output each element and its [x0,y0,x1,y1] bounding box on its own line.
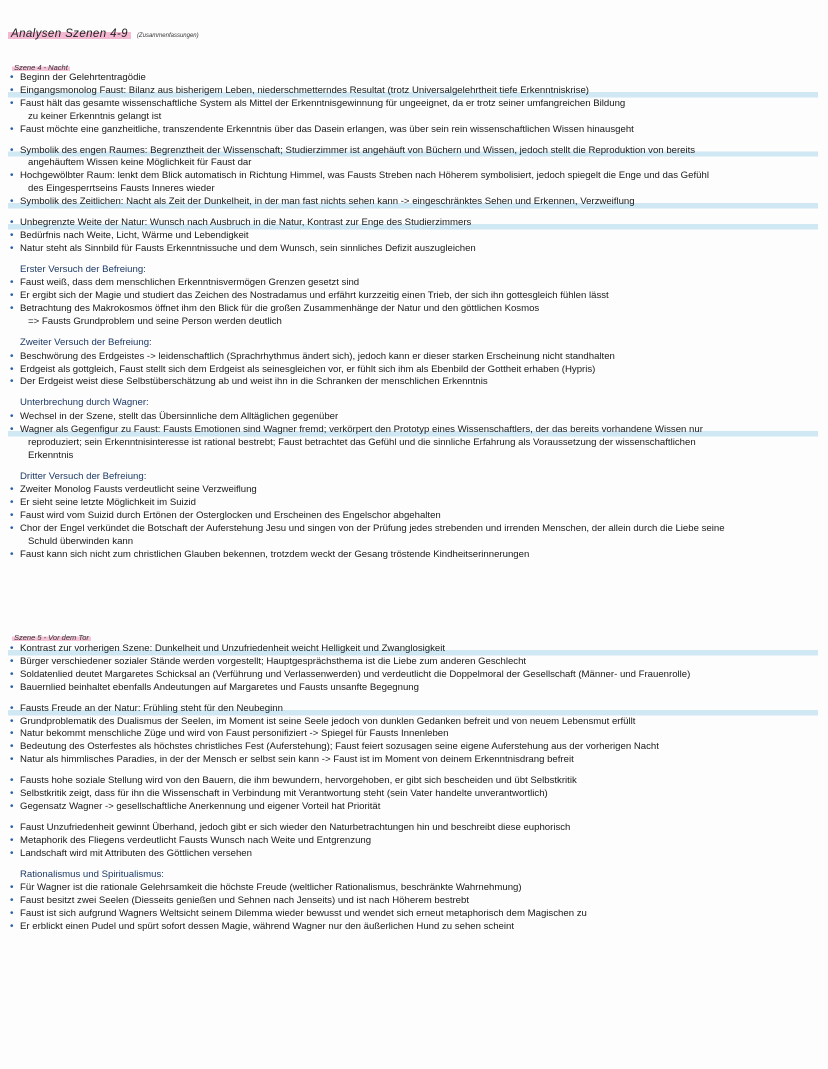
bullet-continuation: angehäuftem Wissen keine Möglichkeit für Faust dar [28,157,252,169]
bullet-item: • Betrachtung des Makrokosmos öffnet ihm den Blick für die großen Zusammenhänge der Natur und den göttlichen Kosmos [8,303,818,316]
bullet-item: • Faust hält das gesamte wissenschaftliche System als Mittel der Erkenntnisgewinnung für ungeeignet, da er trotz seiner umfangreichen Bildung [8,98,818,111]
section-subtitle: Unterbrechung durch Wagner: [20,397,149,409]
scene-5-content [8,643,818,942]
bullet-item: • Fausts Freude an der Natur: Frühling steht für den Neubeginn [8,703,818,716]
bullet-item: • Fausts hohe soziale Stellung wird von den Bauern, die ihm bewundern, hervorgehoben, er gibt sich bescheiden und übt Selbstkritik [8,775,818,788]
note-block [8,775,818,814]
bullet-continuation: des Eingesperrtseins Fausts Inneres wieder [28,183,215,195]
bullet-item: • Hochgewölbter Raum: lenkt dem Blick automatisch in Richtung Himmel, was Fausts Streben nach Höherem symbolisiert, jedoch spiegelt die Enge und das Gefühl [8,170,818,183]
note-block [8,703,818,768]
bullet-item: • Der Erdgeist weist diese Selbstüberschätzung ab und weist ihn in die Schranken der menschlichen Erkenntnis [8,376,818,389]
note-block [8,643,818,695]
bullet-item: • Unbegrenzte Weite der Natur: Wunsch nach Ausbruch in die Natur, Kontrast zur Enge des Studierzimmers [8,217,818,230]
note-block [8,264,818,329]
bullet-item: • Eingangsmonolog Faust: Bilanz aus bisherigem Leben, niederschmetterndes Resultat (trotz Universalgelehrtheit tiefe Erkenntniskrise) [8,85,818,98]
bullet-continuation: => Fausts Grundproblem und seine Person werden deutlich [28,316,282,328]
bullet-item: • Wagner als Gegenfigur zu Faust: Fausts Emotionen sind Wagner fremd; verkörpert den Prototyp eines Wissenschaftlers, der das bereits vorhandene Wissen nur [8,424,818,437]
note-block [8,822,818,861]
bullet-item: • Bauernlied beinhaltet ebenfalls Andeutungen auf Margaretes und Fausts unsanfte Begegnung [8,682,818,695]
scene-5-heading: Szene 5 - Vor dem Tor [14,633,89,642]
note-block [8,397,818,462]
bullet-item: • Bedürfnis nach Weite, Licht, Wärme und Lebendigkeit [8,230,818,243]
note-block [8,217,818,256]
note-block [8,337,818,389]
bullet-item: • Für Wagner ist die rationale Gelehrsamkeit die höchste Freude (weltlicher Rationalismus, beschränkte Wahrnehmung) [8,882,818,895]
bullet-item: • Symbolik des engen Raumes: Begrenztheit der Wissenschaft; Studierzimmer ist angehäuft von Büchern und Wissen, jedoch stellt die Reproduktion von bereits [8,145,818,158]
bullet-item: • Beschwörung des Erdgeistes -> leidenschaftlich (Sprachrhythmus ändert sich), jedoch kann er dieser starken Erscheinung nicht standhalten [8,351,818,364]
bullet-item: • Zweiter Monolog Fausts verdeutlicht seine Verzweiflung [8,484,818,497]
bullet-item: • Erdgeist als gottgleich, Faust stellt sich dem Erdgeist als seinesgleichen vor, er fühlt sich ihm als Ebenbild der Gottheit erhaben (Hypris) [8,364,818,377]
bullet-item: • Soldatenlied deutet Margaretes Schicksal an (Verführung und Verlassenwerden) und verdeutlicht die Doppelmoral der Gesellschaft (Männer- und Frauenrolle) [8,669,818,682]
bullet-continuation: Schuld überwinden kann [28,535,134,547]
bullet-item: • Wechsel in der Szene, stellt das Übersinnliche dem Alltäglichen gegenüber [8,411,818,424]
bullet-item: • Selbstkritik zeigt, dass für ihn die Wissenschaft in Verbindung mit Verantwortung steht (sein Vater handelte unverantwortlich) [8,788,818,801]
bullet-item: • Gegensatz Wagner -> gesellschaftliche Anerkennung und eigener Vorteil hat Priorität [8,801,818,814]
bullet-item: • Grundproblematik des Dualismus der Seelen, im Moment ist seine Seele jedoch von dunklen Gedanken befreit und von neuem Lebensmut erfüllt [8,716,818,729]
bullet-item: • Landschaft wird mit Attributen des Göttlichen versehen [8,848,818,861]
bullet-item: • Natur steht als Sinnbild für Fausts Erkenntnissuche und dem Wunsch, sein sinnliches Defizit auszugleichen [8,243,818,256]
section-subtitle: Erster Versuch der Befreiung: [20,263,146,275]
bullet-item: • Faust kann sich nicht zum christlichen Glauben bekennen, trotzdem weckt der Gesang tröstende Kindheitserinnerungen [8,549,818,562]
bullet-continuation: reproduziert; sein Erkenntnisinteresse ist rational bestrebt; Faust betrachtet das Gefühl und die sinnliche Erfahrung als Voraussetzung der wissenschaftlichen [28,436,696,448]
note-block [8,869,818,934]
note-block [8,471,818,562]
bullet-item: • Chor der Engel verkündet die Botschaft der Auferstehung Jesu und singen von der Prüfung jedes strebenden und irrenden Menschen, der allein durch die Liebe seine [8,523,818,536]
bullet-item: • Bürger verschiedener sozialer Stände werden vorgestellt; Hauptgesprächsthema ist die Liebe zum anderen Geschlecht [8,656,818,669]
bullet-item: • Faust möchte eine ganzheitliche, transzendente Erkenntnis über das Dasein erlangen, was über sein rein wissenschaftlichen Wissen hinausgeht [8,124,818,137]
bullet-item: • Faust Unzufriedenheit gewinnt Überhand, jedoch gibt er sich wieder den Naturbetrachtungen hin und beschreibt diese euphorisch [8,822,818,835]
bullet-item: • Symbolik des Zeitlichen: Nacht als Zeit der Dunkelheit, in der man fast nichts sehen kann -> eingeschränktes Sehen und Erkennen, Verzweiflung [8,196,818,209]
section-subtitle: Rationalismus und Spiritualismus: [20,868,164,880]
bullet-item: • Faust besitzt zwei Seelen (Diesseits genießen und Sehnen nach Jenseits) und ist nach Höherem bestrebt [8,895,818,908]
page-title: Analysen Szenen 4-9 [8,28,131,40]
bullet-item: • Faust wird vom Suizid durch Ertönen der Osterglocken und Erscheinen des Engelschor abgehalten [8,510,818,523]
bullet-item: • Beginn der Gelehrtentragödie [8,72,818,85]
bullet-continuation: Erkenntnis [28,449,74,461]
bullet-item: • Bedeutung des Osterfestes als höchstes christliches Fest (Auferstehung); Faust feiert sozusagen seine eigene Auferstehung aus der vorherigen Nacht [8,741,818,754]
bullet-item: • Kontrast zur vorherigen Szene: Dunkelheit und Unzufriedenheit weicht Helligkeit und Zwanglosigkeit [8,643,818,656]
section-subtitle: Dritter Versuch der Befreiung: [20,470,147,482]
bullet-item: • Er sieht seine letzte Möglichkeit im Suizid [8,497,818,510]
note-block [8,145,818,210]
bullet-item: • Faust ist sich aufgrund Wagners Weltsicht seinem Dilemma wieder bewusst und wendet sich erneut metaphorisch dem Magischen zu [8,908,818,921]
bullet-item: • Er ergibt sich der Magie und studiert das Zeichen des Nostradamus und erfährt kurzzeitig einen Trieb, der sich ihn gottesgleich fühlen lässt [8,290,818,303]
bullet-item: • Natur bekommt menschliche Züge und wird von Faust personifiziert -> Spiegel für Fausts Innenleben [8,728,818,741]
bullet-continuation: zu keiner Erkenntnis gelangt ist [28,110,162,122]
bullet-item: • Faust weiß, dass dem menschlichen Erkenntnisvermögen Grenzen gesetzt sind [8,277,818,290]
bullet-item: • Natur als himmlisches Paradies, in der der Mensch er selbst sein kann -> Faust ist im Moment von deinem Erkenntnisdrang befreit [8,754,818,767]
title-note: (Zusammenfassungen) [136,33,199,39]
note-block [8,72,818,137]
bullet-item: • Metaphorik des Fliegens verdeutlicht Fausts Wunsch nach Weite und Entgrenzung [8,835,818,848]
section-subtitle: Zweiter Versuch der Befreiung: [20,337,152,348]
scene-4-content [8,72,818,570]
scene-4-heading: Szene 4 - Nacht [14,63,68,72]
title-row [8,28,199,40]
bullet-item: • Er erblickt einen Pudel und spürt sofort dessen Magie, während Wagner nur den äußerlichen Hund zu sehen scheint [8,921,818,934]
